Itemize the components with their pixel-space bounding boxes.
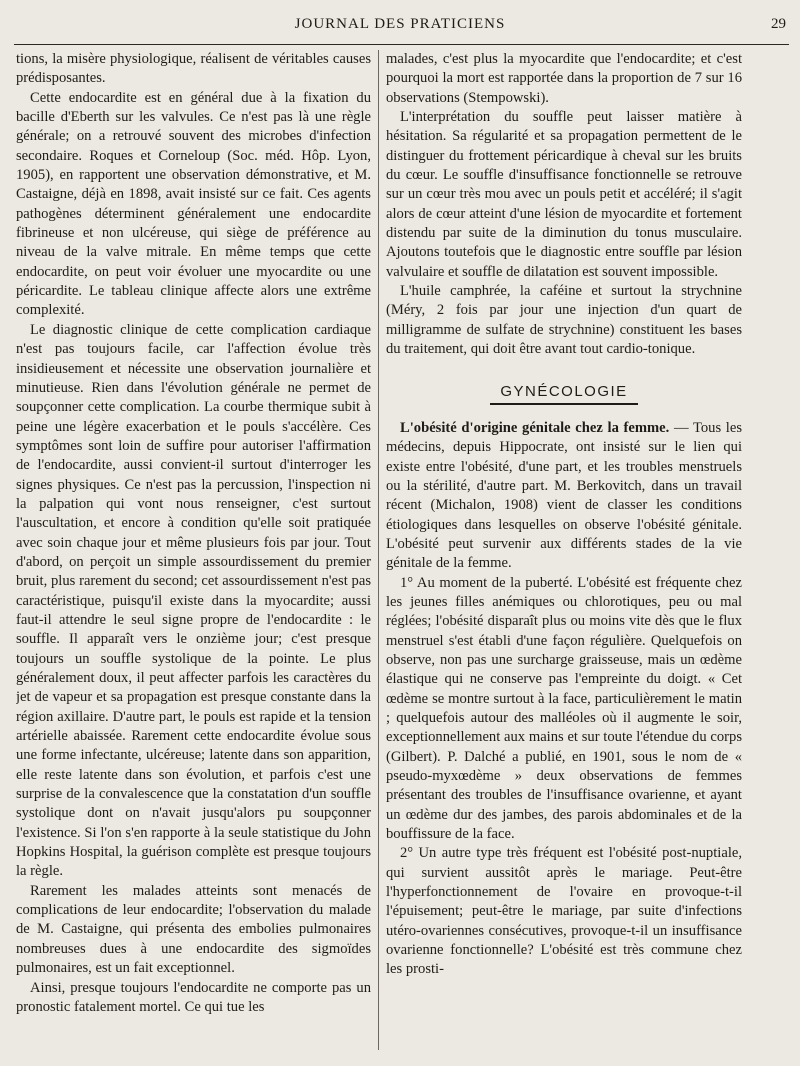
article-title: L'obésité d'origine génitale chez la femme.	[400, 419, 670, 436]
paragraph: 2° Un autre type très fréquent est l'obésité post-nuptiale, qui survient aussitôt après le mariage. Peut-être l'hyperfonctionnement de l'ovaire en provoque-t-il l'épuisement; peut-être le mariage, par suite d'infections utéro-ovariennes consécutives, provoque-t-il un insuffisance ovarienne fonctionnelle? L'obésité est très commune chez les prosti-	[386, 845, 742, 978]
paragraph: Rarement les malades atteints sont menacés de complications de leur endocardite; l'observation du malade de M. Castaigne, qui présenta des embolies pulmonaires nombreuses dues à une endocardite des sigmoïdes pulmonaires, est un fait exceptionnel.	[16, 882, 371, 977]
paragraph: L'huile camphrée, la caféine et surtout la strychnine (Méry, 2 fois par jour une injection d'un quart de milligramme de sulfate de strychnine) constituent les bases du traitement, qui doit être avant tout cardio-tonique.	[386, 283, 742, 358]
paragraph: tions, la misère physiologique, réalisent de véritables causes prédisposantes.	[16, 51, 371, 87]
paragraph: L'interprétation du souffle peut laisser matière à hésitation. Sa régularité et sa propagation permettent de le distinguer du frottement péricardique à cheval sur les bruits du cœur. Le souffle d'insuffisance fonctionnelle se retrouve sur un cœur très mou avec un pouls petit et accéléré; il s'agit alors de cœur atteint d'une lésion de myocardite et fortement distendu par suite de la diminution du tonus musculaire. Ajoutons toutefois que le diagnostic entre souffle par lésion valvulaire et souffle de dilatation est souvent impossible.	[386, 109, 742, 280]
column-divider	[378, 50, 379, 1050]
article-text: — Tous les médecins, depuis Hippocrate, ont insisté sur le lien qui existe entre l'obésité, d'une part, et les troubles menstruels ou la stérilité, d'autre part. M. Berkovitch, dans un travail récent (Michalon, 1908) vient de classer les conditions étiologiques dans lesquelles on observe l'obésité génitale. L'obésité peut survenir aux différents stades de la vie génitale de la femme.	[386, 419, 742, 572]
article-paragraph	[386, 419, 742, 574]
paragraph: 1° Au moment de la puberté. L'obésité est fréquente chez les jeunes filles anémiques ou chlorotiques, peu ou mal réglées; l'obésité disparaît plus ou moins vite dès que le flux menstruel s'est établi d'une façon régulière. Quelquefois on observe, non pas une surcharge graisseuse, mais un œdème élastique qui ne conserve pas l'empreinte du doigt. « Cet œdème se montre surtout à la face, particulièrement le matin ; quelquefois autour des malléoles où il augmente le soir, exceptionnellement aux mains et sur toute l'étendue du corps (Gilbert). P. Dalché a publié, en 1901, sous le nom de « pseudo-myxœdème » deux observations de femmes présentant des troubles de l'insuffisance ovarienne, et ayant un œdème dur des jambes, des parois abdominales et de la bouffissure de la face.	[386, 574, 742, 843]
section-heading: GYNÉCOLOGIE	[490, 382, 637, 405]
page-number: 29	[771, 16, 786, 32]
paragraph: Ainsi, presque toujours l'endocardite ne comporte pas un pronostic fatalement mortel. Ce qui tue les	[16, 979, 371, 1015]
paragraph: Le diagnostic clinique de cette complication cardiaque n'est pas toujours facile, car l'affection évolue très insidieusement et nécessite une observation journalière et minutieuse. Rien dans l'évolution générale ne permet de soupçonner cette complication. La courbe thermique subit à peine une légère exacerbation et le pouls s'accélère. Ces symptômes sont loin de suffire pour autoriser l'affirmation de l'endocardite, aussi convient-il surtout d'interroger les signes physiques. Ce n'est pas la percussion, l'inspection ni la palpation qui vont nous renseigner, c'est surtout l'auscultation, et encore à condition qu'elle soit pratiquée avec soin chaque jour et même plusieurs fois par jour. Tout d'abord, on perçoit un simple assourdissement du premier bruit, plus rarement du second; cet assourdissement n'est pas caractéristique, puisqu'il existe dans la myocardite; aussi faut-il attendre le seul signe propre de l'endocardite : le souffle. Il apparaît vers le onzième jour; c'est presque toujours un souffle systolique de la pointe. Le plus généralement doux, il peut affecter parfois les caractères du jet de vapeur et sa propagation est presque constante dans la région axillaire. D'autre part, le pouls est rapide et la tension artérielle abaissée. Rarement cette endocardite évolue sous une forme infectante, ulcéreuse; latente dans son apparition, elle reste latente dans son évolution, et parfois c'est une surprise de la convalescence que la constatation d'un souffle systolique dont on n'avait jusqu'alors pu soupçonner l'existence. Si l'on s'en rapporte à la seule statistique du John Hopkins Hospital, la guérison complète est presque toujours la règle.	[16, 321, 371, 880]
section-heading-wrap	[386, 382, 742, 405]
right-column	[386, 50, 742, 1060]
header-rule	[14, 44, 789, 45]
paragraph: malades, c'est plus la myocardite que l'endocardite; et c'est pourquoi la mort est rapportée dans la proportion de 7 sur 16 observations (Stempowski).	[386, 51, 742, 106]
left-column	[16, 50, 371, 1060]
paragraph: Cette endocardite est en général due à la fixation du bacille d'Eberth sur les valvules. Ce n'est pas là une règle générale; on a retrouvé souvent des microbes d'infection secondaire. Roques et Corneloup (Soc. méd. Hôp. Lyon, 1905), en rapportent une observation démonstrative, et M. Castaigne, déjà en 1898, avait insisté sur ce fait. Ces agents pathogènes déterminent généralement une endocardite fibrineuse et non ulcéreuse, qui siège de préférence au niveau de la valve mitrale. En même temps que cette endocardite, on peut voir évoluer une myocardite ou une péricardite. Le tableau clinique affecte alors une extrême complexité.	[16, 89, 371, 319]
page-header	[0, 12, 800, 40]
running-title: JOURNAL DES PRATICIENS	[294, 16, 506, 32]
